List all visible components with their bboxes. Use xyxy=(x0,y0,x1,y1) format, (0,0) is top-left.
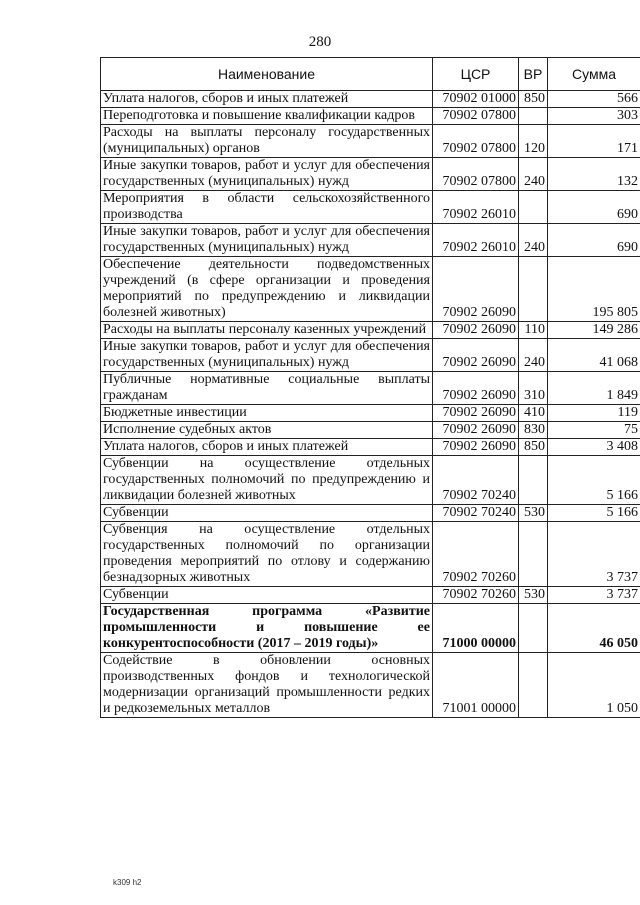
header-sum: Сумма xyxy=(548,58,640,91)
cell-sum: 3 737 xyxy=(548,587,640,604)
cell-name: Мероприятия в области сельскохозяйственного производства xyxy=(101,191,433,224)
cell-csr: 70902 26090 xyxy=(433,339,519,372)
cell-csr: 71000 00000 xyxy=(433,604,519,653)
cell-sum: 5 166 xyxy=(548,505,640,522)
table-row xyxy=(101,422,640,439)
cell-sum: 5 166 xyxy=(548,456,640,505)
cell-vr: 850 xyxy=(519,91,548,108)
cell-vr: 530 xyxy=(519,587,548,604)
cell-name: Содействие в обновлении основных производственных фондов и технологической модернизации организаций промышленности редких и редкоземельных металлов xyxy=(101,653,433,718)
cell-csr: 71001 00000 xyxy=(433,653,519,718)
cell-vr xyxy=(519,257,548,322)
table-row xyxy=(101,339,640,372)
cell-vr: 240 xyxy=(519,339,548,372)
page-number: 280 xyxy=(308,34,332,50)
budget-table xyxy=(100,57,640,718)
cell-sum: 75 xyxy=(548,422,640,439)
table-row xyxy=(101,224,640,257)
cell-vr: 410 xyxy=(519,405,548,422)
table-row xyxy=(101,439,640,456)
table-row xyxy=(101,405,640,422)
table-row xyxy=(101,191,640,224)
header-name: Наименование xyxy=(101,58,433,91)
cell-sum: 195 805 xyxy=(548,257,640,322)
cell-sum: 1 849 xyxy=(548,372,640,405)
cell-csr: 70902 07800 xyxy=(433,158,519,191)
cell-vr xyxy=(519,108,548,125)
table-header-row xyxy=(101,58,640,91)
table-row xyxy=(101,505,640,522)
cell-sum: 3 737 xyxy=(548,522,640,587)
cell-sum: 690 xyxy=(548,224,640,257)
table-row xyxy=(101,456,640,505)
cell-csr: 70902 26090 xyxy=(433,322,519,339)
cell-sum: 132 xyxy=(548,158,640,191)
cell-csr: 70902 70240 xyxy=(433,505,519,522)
cell-csr: 70902 26090 xyxy=(433,422,519,439)
cell-name: Иные закупки товаров, работ и услуг для обеспечения государственных (муниципальных) нужд xyxy=(101,224,433,257)
table-row xyxy=(101,257,640,322)
cell-csr: 70902 26010 xyxy=(433,224,519,257)
cell-name: Расходы на выплаты персоналу государственных (муниципальных) органов xyxy=(101,125,433,158)
cell-name: Государственная программа «Развитие промышленности и повышение ее конкурентоспособности (2017 – 2019 годы)» xyxy=(101,604,433,653)
cell-name: Переподготовка и повышение квалификации кадров xyxy=(101,108,433,125)
cell-name: Субвенция на осуществление отдельных государственных полномочий по организации проведения мероприятий по отлову и содержанию безнадзорных животных xyxy=(101,522,433,587)
cell-sum: 46 050 xyxy=(548,604,640,653)
cell-vr xyxy=(519,191,548,224)
cell-vr: 110 xyxy=(519,322,548,339)
cell-vr: 850 xyxy=(519,439,548,456)
table-row xyxy=(101,322,640,339)
cell-csr: 70902 70240 xyxy=(433,456,519,505)
cell-csr: 70902 26010 xyxy=(433,191,519,224)
table-row xyxy=(101,158,640,191)
cell-name: Иные закупки товаров, работ и услуг для обеспечения государственных (муниципальных) нужд xyxy=(101,339,433,372)
cell-vr xyxy=(519,604,548,653)
cell-vr: 530 xyxy=(519,505,548,522)
cell-sum: 119 xyxy=(548,405,640,422)
cell-sum: 690 xyxy=(548,191,640,224)
cell-csr: 70902 26090 xyxy=(433,372,519,405)
cell-sum: 566 xyxy=(548,91,640,108)
cell-vr: 310 xyxy=(519,372,548,405)
cell-name: Субвенции xyxy=(101,505,433,522)
cell-vr xyxy=(519,653,548,718)
cell-name: Субвенции на осуществление отдельных государственных полномочий по предупреждению и ликвидации болезней животных xyxy=(101,456,433,505)
cell-name: Расходы на выплаты персоналу казенных учреждений xyxy=(101,322,433,339)
cell-name: Обеспечение деятельности подведомственных учреждений (в сфере организации и проведения мероприятий по предупреждению и ликвидации болезней животных) xyxy=(101,257,433,322)
table-row xyxy=(101,91,640,108)
cell-name: Исполнение судебных актов xyxy=(101,422,433,439)
cell-csr: 70902 70260 xyxy=(433,522,519,587)
table-row xyxy=(101,522,640,587)
cell-csr: 70902 26090 xyxy=(433,439,519,456)
cell-name: Субвенции xyxy=(101,587,433,604)
cell-vr: 240 xyxy=(519,224,548,257)
cell-sum: 171 xyxy=(548,125,640,158)
table-row xyxy=(101,372,640,405)
cell-name: Уплата налогов, сборов и иных платежей xyxy=(101,91,433,108)
cell-vr xyxy=(519,456,548,505)
cell-csr: 70902 07800 xyxy=(433,125,519,158)
cell-sum: 1 050 xyxy=(548,653,640,718)
table-row xyxy=(101,125,640,158)
table-row xyxy=(101,108,640,125)
cell-sum: 303 xyxy=(548,108,640,125)
cell-name: Публичные нормативные социальные выплаты гражданам xyxy=(101,372,433,405)
cell-vr: 240 xyxy=(519,158,548,191)
cell-vr xyxy=(519,522,548,587)
cell-csr: 70902 70260 xyxy=(433,587,519,604)
cell-sum: 41 068 xyxy=(548,339,640,372)
cell-csr: 70902 26090 xyxy=(433,405,519,422)
table-row xyxy=(101,587,640,604)
table-row xyxy=(101,604,640,653)
cell-vr: 120 xyxy=(519,125,548,158)
cell-name: Уплата налогов, сборов и иных платежей xyxy=(101,439,433,456)
header-vr: ВР xyxy=(519,58,548,91)
cell-sum: 149 286 xyxy=(548,322,640,339)
footer-code: k309 h2 xyxy=(113,878,142,887)
table-row xyxy=(101,653,640,718)
cell-csr: 70902 07800 xyxy=(433,108,519,125)
cell-csr: 70902 26090 xyxy=(433,257,519,322)
header-csr: ЦСР xyxy=(433,58,519,91)
cell-name: Иные закупки товаров, работ и услуг для обеспечения государственных (муниципальных) нужд xyxy=(101,158,433,191)
cell-vr: 830 xyxy=(519,422,548,439)
cell-sum: 3 408 xyxy=(548,439,640,456)
cell-csr: 70902 01000 xyxy=(433,91,519,108)
cell-name: Бюджетные инвестиции xyxy=(101,405,433,422)
